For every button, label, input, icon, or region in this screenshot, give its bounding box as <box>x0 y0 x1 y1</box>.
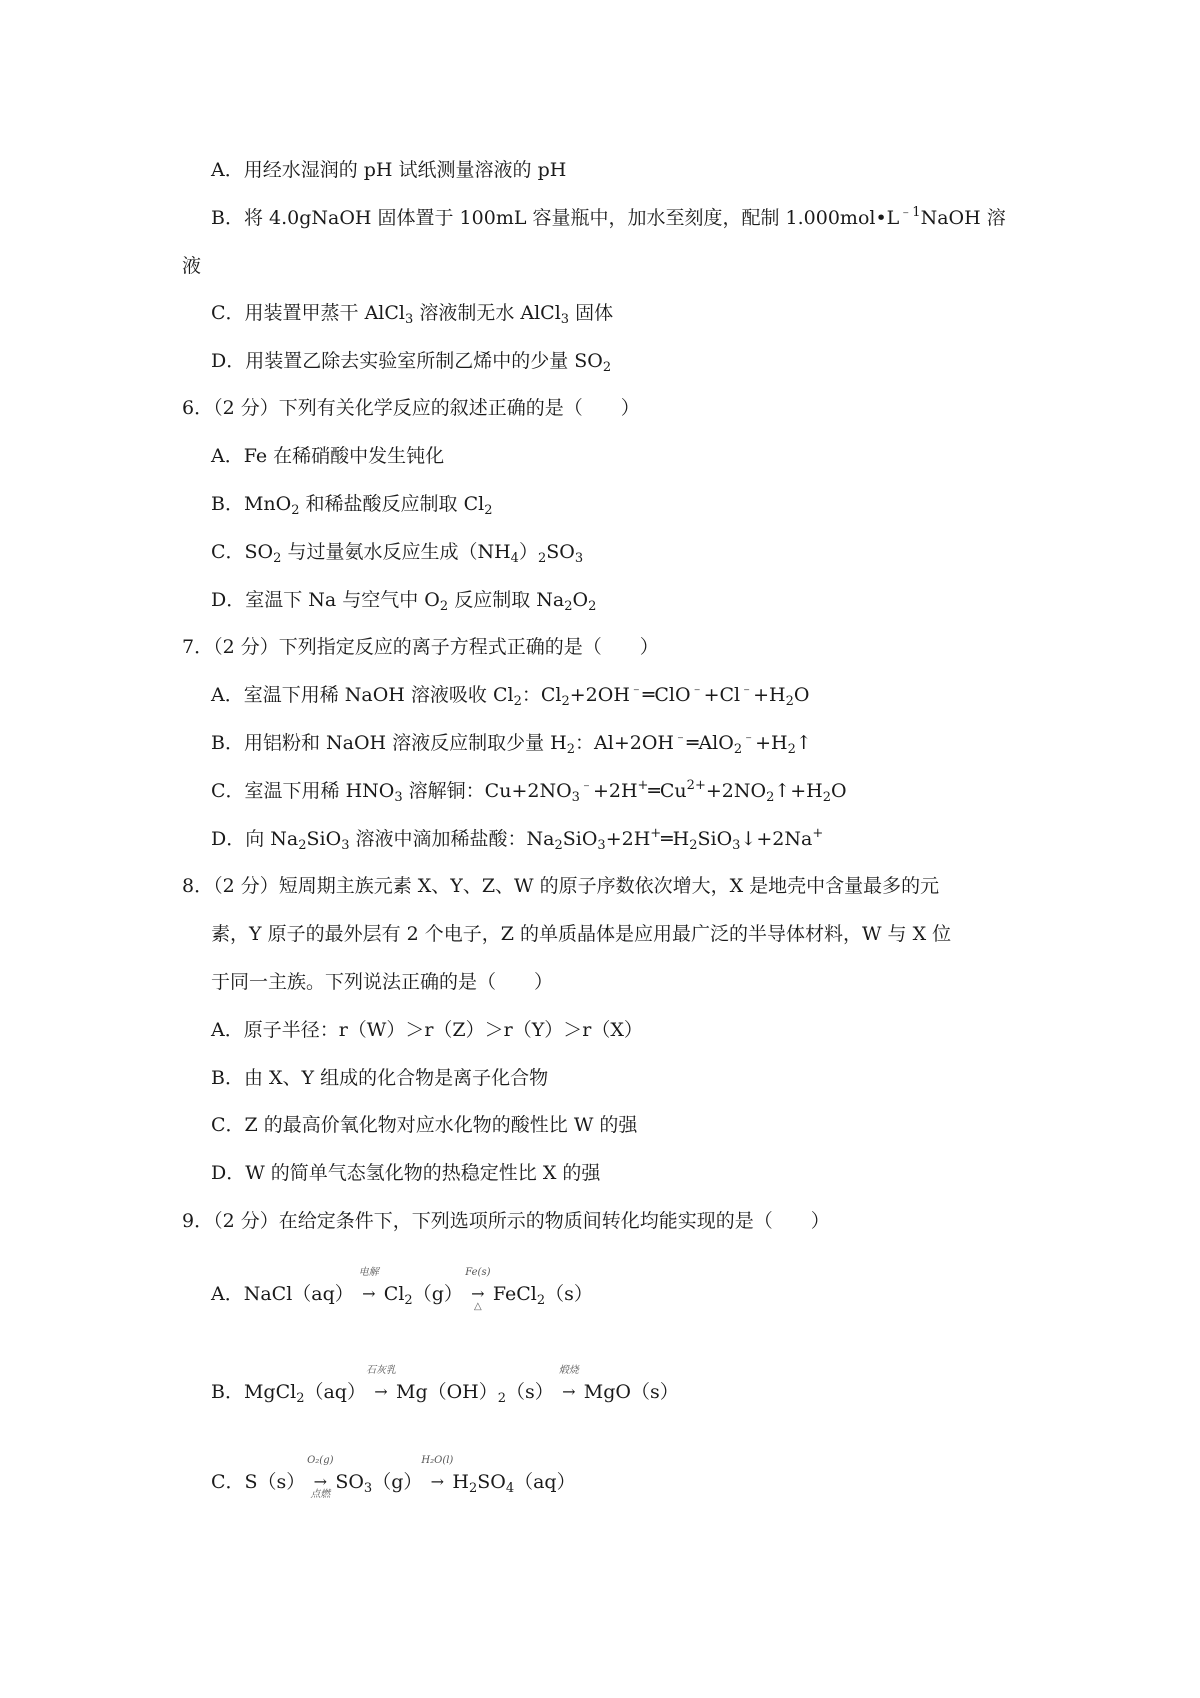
q7-option-d: D．向 $Na_2SiO_3$ 溶液中滴加稀盐酸：$Na_2SiO_3+2H^+═H_2SiO_3↓+2Na^+$ <box>211 826 824 853</box>
q8-option-b: B．由 X、Y 组成的化合物是离子化合物 <box>211 1067 549 1089</box>
q8-stem-line-2: 素，Y 原子的最外层有 2 个电子，Z 的单质晶体是应用最广泛的半导体材料，W 与 X 位 <box>211 923 952 945</box>
q6-option-b: B．MnO$_2$ 和稀盐酸反应制取 $Cl_2$ <box>211 493 493 518</box>
reaction-arrow-water: H₂O(l) → <box>421 1455 454 1491</box>
reaction-arrow-lime-milk: 石灰乳 → <box>365 1365 396 1401</box>
q9-option-c: C．S（s） O₂(g) → 点燃 $SO_3(g)$ H₂O(l) → $H_2SO_4(aq)$ <box>211 1455 576 1500</box>
q8-stem-line-3: 于同一主族。下列说法正确的是（ ） <box>211 971 554 993</box>
q7-option-b: B．用铝粉和 NaOH 溶液反应制取少量 $H_2$：$Al+2OH^﹣═AlO_2^﹣+H_2↑$ <box>211 730 812 757</box>
q9-option-b: B．MgCl$_2$（aq） 石灰乳 → $Mg(OH)_2(s)$ 煅烧 → MgO（s） <box>211 1365 679 1406</box>
q8-option-a: A．原子半径：r（W）＞r（Z）＞r（Y）＞r（X） <box>211 1019 643 1041</box>
q6-option-d: D．室温下 Na 与空气中 $O_2$ 反应制取 $Na_2O_2$ <box>211 589 597 614</box>
q5-option-c: C．用装置甲蒸干 AlCl$_3$ 溶液制无水 AlCl$_3$ 固体 <box>211 302 614 327</box>
q6-stem: 6．（2 分）下列有关化学反应的叙述正确的是（ ） <box>182 397 640 419</box>
q8-option-c: C．Z 的最高价氧化物对应水化物的酸性比 W 的强 <box>211 1114 638 1136</box>
q5-option-b-continued: 液 <box>182 255 202 277</box>
reaction-arrow-calcination: 煅烧 → <box>558 1365 579 1401</box>
q7-option-a: A．室温下用稀 NaOH 溶液吸收 $Cl_2$：$Cl_2+2OH^﹣═ClO^﹣+Cl^﹣+H_2O$ <box>211 682 810 709</box>
q6-option-a: A．Fe 在稀硝酸中发生钝化 <box>211 445 445 467</box>
reaction-arrow-electrolysis: 电解 → <box>358 1267 379 1303</box>
q9-option-a: A．NaCl（aq） 电解 → $Cl_2(g)$ Fe(s) → △ FeCl$_2$（s） <box>211 1267 593 1312</box>
reaction-arrow-fe-heat: Fe(s) → △ <box>465 1267 491 1312</box>
q7-stem: 7．（2 分）下列指定反应的离子方程式正确的是（ ） <box>182 636 659 658</box>
q6-option-c: C．$SO_2$ 与过量氨水反应生成$(NH_4)_2SO_3$ <box>211 541 584 566</box>
q5-option-d: D．用装置乙除去实验室所制乙烯中的少量 $SO_2$ <box>211 350 612 375</box>
q8-option-d: D．W 的简单气态氢化物的热稳定性比 X 的强 <box>211 1162 601 1184</box>
q5-option-b: B．将 4.0gNaOH 固体置于 100mL 容量瓶中，加水至刻度，配制 $1.000mol•L^{﹣1}NaOH$ 溶 <box>211 205 1006 229</box>
q7-option-c: C．室温下用稀 $HNO_3$ 溶解铜：$Cu+2NO_3^﹣+2H^+═Cu^{2+}+2NO_2↑+H_2O$ <box>211 778 847 805</box>
reaction-arrow-oxygen-ignite: O₂(g) → 点燃 <box>307 1455 334 1500</box>
q9-stem: 9．（2 分）在给定条件下，下列选项所示的物质间转化均能实现的是（ ） <box>182 1210 830 1232</box>
q8-stem-line-1: 8．（2 分）短周期主族元素 X、Y、Z、W 的原子序数依次增大，X 是地壳中含量最多的元 <box>182 875 940 897</box>
q5-option-a: A．用经水湿润的 pH 试纸测量溶液的 pH <box>211 159 567 181</box>
